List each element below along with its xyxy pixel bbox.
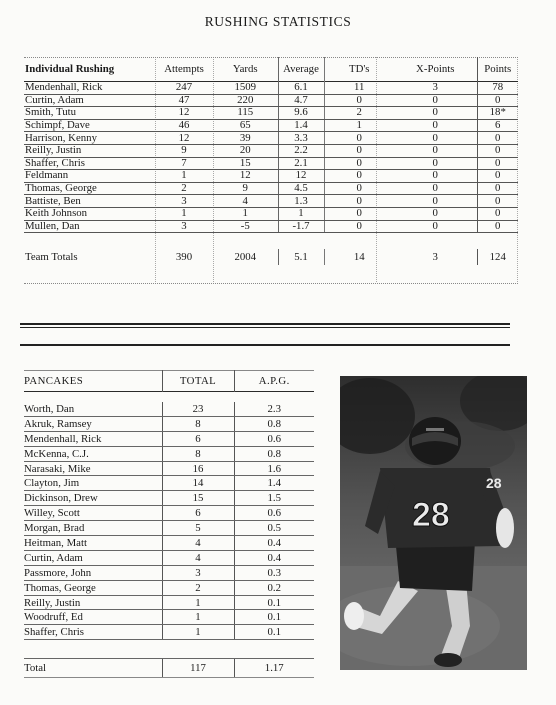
football-player-photo bbox=[340, 376, 527, 670]
table-cell: 12 bbox=[155, 107, 213, 120]
player-name-cell: Smith, Tutu bbox=[24, 107, 155, 120]
player-name-cell: Mendenhall, Rick bbox=[24, 431, 162, 446]
table-cell: 0.4 bbox=[234, 536, 314, 551]
pancakes-header-apg: A.P.G. bbox=[234, 370, 314, 392]
rushing-header-yards: Yards bbox=[232, 63, 258, 75]
player-name-cell: Shaffer, Chris bbox=[24, 625, 162, 640]
player-name-cell: Thomas, George bbox=[24, 182, 155, 195]
table-cell: 5 bbox=[162, 521, 234, 536]
table-cell: 0 bbox=[477, 157, 518, 170]
table-row bbox=[24, 207, 518, 220]
table-cell: 0 bbox=[324, 132, 394, 145]
player-name-cell: Clayton, Jim bbox=[24, 476, 162, 491]
table-cell: 0.2 bbox=[234, 580, 314, 595]
player-name-cell: Akruk, Ramsey bbox=[24, 416, 162, 431]
table-cell: 16 bbox=[162, 461, 234, 476]
table-cell: 15 bbox=[162, 491, 234, 506]
table-cell: 0.4 bbox=[234, 550, 314, 565]
table-cell: 3 bbox=[432, 250, 438, 263]
table-cell: 1 bbox=[162, 610, 234, 625]
player-name-cell: Heitman, Matt bbox=[24, 536, 162, 551]
table-cell: 0 bbox=[477, 144, 518, 157]
table-cell: 1 bbox=[278, 207, 324, 220]
table-cell: 1.6 bbox=[234, 461, 314, 476]
rushing-header-attempts: Attempts bbox=[164, 63, 204, 75]
table-cell: 0.1 bbox=[234, 625, 314, 640]
table-cell: 78 bbox=[477, 82, 518, 95]
table-cell: 39 bbox=[213, 132, 278, 145]
table-cell: 0 bbox=[394, 107, 477, 120]
table-cell: 0 bbox=[477, 195, 518, 208]
player-name-cell: Narasaki, Mike bbox=[24, 461, 162, 476]
table-cell: 65 bbox=[213, 119, 278, 132]
player-name-cell: Feldmann bbox=[24, 170, 155, 183]
table-cell: 4 bbox=[162, 536, 234, 551]
player-name-cell: Passmore, John bbox=[24, 565, 162, 580]
player-name-cell: Willey, Scott bbox=[24, 506, 162, 521]
table-row bbox=[24, 94, 518, 107]
player-name-cell: Keith Johnson bbox=[24, 207, 155, 220]
page-title: RUSHING STATISTICS bbox=[204, 14, 352, 29]
table-row bbox=[24, 144, 518, 157]
table-cell: 46 bbox=[155, 119, 213, 132]
table-cell: 1.4 bbox=[278, 119, 324, 132]
table-cell: 1 bbox=[213, 207, 278, 220]
table-cell: 3 bbox=[155, 195, 213, 208]
player-name-cell: McKenna, C.J. bbox=[24, 446, 162, 461]
separator-rule bbox=[20, 344, 510, 346]
table-row bbox=[24, 550, 314, 565]
table-cell: 6 bbox=[477, 119, 518, 132]
table-cell: 0 bbox=[394, 220, 477, 233]
player-name-cell: Battiste, Ben bbox=[24, 195, 155, 208]
table-cell: 14 bbox=[162, 476, 234, 491]
table-row bbox=[24, 182, 518, 195]
table-cell: 1509 bbox=[213, 82, 278, 95]
table-cell: 2 bbox=[162, 580, 234, 595]
table-row bbox=[24, 220, 518, 233]
table-cell: 2004 bbox=[234, 250, 257, 263]
table-cell: 3 bbox=[162, 565, 234, 580]
table-row bbox=[24, 132, 518, 145]
sleeve-number: 28 bbox=[486, 475, 502, 491]
player-name-cell: Reilly, Justin bbox=[24, 595, 162, 610]
table-row bbox=[24, 580, 314, 595]
table-row bbox=[24, 402, 314, 416]
table-cell: 15 bbox=[213, 157, 278, 170]
table-cell: 0 bbox=[394, 195, 477, 208]
table-cell: 14 bbox=[324, 249, 394, 265]
table-row bbox=[24, 491, 314, 506]
table-cell: 0 bbox=[324, 157, 394, 170]
player-name-cell: Dickinson, Drew bbox=[24, 491, 162, 506]
table-cell: 0 bbox=[324, 182, 394, 195]
table-cell: 1 bbox=[162, 625, 234, 640]
table-cell: 47 bbox=[155, 94, 213, 107]
table-cell: 0 bbox=[394, 144, 477, 157]
table-cell: 9 bbox=[155, 144, 213, 157]
table-row bbox=[24, 119, 518, 132]
table-cell: 0.5 bbox=[234, 521, 314, 536]
player-name-cell: Mendenhall, Rick bbox=[24, 82, 155, 95]
pancakes-table bbox=[24, 370, 314, 677]
rushing-totals-row bbox=[24, 249, 518, 265]
table-cell: 0 bbox=[394, 94, 477, 107]
table-cell: 0 bbox=[324, 207, 394, 220]
table-cell: 0.3 bbox=[234, 565, 314, 580]
table-cell: 0 bbox=[324, 220, 394, 233]
table-cell: 0 bbox=[477, 170, 518, 183]
table-cell: -1.7 bbox=[278, 220, 324, 233]
table-row bbox=[24, 170, 518, 183]
player-name-cell: Mullen, Dan bbox=[24, 220, 155, 233]
rushing-header-xpoints: X-Points bbox=[416, 63, 455, 75]
table-cell: 9.6 bbox=[278, 107, 324, 120]
table-cell: 0 bbox=[394, 119, 477, 132]
table-cell: 0.1 bbox=[234, 610, 314, 625]
table-cell: 11 bbox=[324, 82, 394, 95]
separator-rule bbox=[20, 323, 510, 325]
player-name-cell: Morgan, Brad bbox=[24, 521, 162, 536]
table-cell: 7 bbox=[155, 157, 213, 170]
table-cell: 247 bbox=[155, 82, 213, 95]
table-cell: 1 bbox=[155, 207, 213, 220]
table-row bbox=[24, 536, 314, 551]
table-cell: 4 bbox=[162, 550, 234, 565]
separator-rule bbox=[20, 327, 510, 328]
player-name-cell: Curtin, Adam bbox=[24, 94, 155, 107]
table-row bbox=[24, 446, 314, 461]
table-cell: 0.6 bbox=[234, 506, 314, 521]
table-row bbox=[24, 461, 314, 476]
table-cell: 0 bbox=[477, 94, 518, 107]
table-cell: 0 bbox=[477, 182, 518, 195]
table-cell: 117 bbox=[162, 659, 234, 678]
player-name-cell: Shaffer, Chris bbox=[24, 157, 155, 170]
table-cell: 124 bbox=[477, 249, 518, 265]
table-cell: 5.1 bbox=[278, 249, 324, 265]
table-cell: 3.3 bbox=[278, 132, 324, 145]
table-cell: 18* bbox=[477, 107, 518, 120]
table-cell: 0 bbox=[477, 220, 518, 233]
player-name-cell: Worth, Dan bbox=[24, 402, 162, 416]
table-row bbox=[24, 625, 314, 640]
player-name-cell: Curtin, Adam bbox=[24, 550, 162, 565]
table-cell: 6 bbox=[162, 431, 234, 446]
table-row bbox=[24, 416, 314, 431]
player-name-cell: Schimpf, Dave bbox=[24, 119, 155, 132]
table-cell: 0 bbox=[394, 207, 477, 220]
table-row bbox=[24, 195, 518, 208]
table-cell: 4 bbox=[213, 195, 278, 208]
table-row bbox=[24, 476, 314, 491]
table-row bbox=[24, 521, 314, 536]
table-cell: 0.6 bbox=[234, 431, 314, 446]
table-cell: 3 bbox=[155, 220, 213, 233]
table-cell: Team Totals bbox=[25, 250, 78, 263]
table-cell: 0 bbox=[394, 157, 477, 170]
table-row bbox=[24, 82, 518, 95]
table-cell: 23 bbox=[162, 402, 234, 416]
rushing-header-tds: TD's bbox=[324, 57, 394, 82]
table-cell: 0 bbox=[324, 94, 394, 107]
rushing-header-average: Average bbox=[278, 57, 324, 82]
table-cell: 1.17 bbox=[234, 659, 314, 678]
table-cell: 9 bbox=[213, 182, 278, 195]
table-cell: Total bbox=[24, 659, 162, 678]
rushing-table bbox=[24, 57, 518, 265]
pancakes-header-total: TOTAL bbox=[162, 370, 234, 392]
player-name-cell: Woodruff, Ed bbox=[24, 610, 162, 625]
player-name-cell: Thomas, George bbox=[24, 580, 162, 595]
table-cell: 12 bbox=[155, 132, 213, 145]
table-cell: 0 bbox=[477, 132, 518, 145]
pancakes-totals-row bbox=[24, 659, 314, 678]
table-cell: 20 bbox=[213, 144, 278, 157]
jersey-number: 28 bbox=[412, 496, 450, 534]
table-cell: 1 bbox=[324, 119, 394, 132]
table-cell: 220 bbox=[213, 94, 278, 107]
rushing-header-points: Points bbox=[477, 57, 518, 82]
table-row bbox=[24, 107, 518, 120]
table-cell: 12 bbox=[213, 170, 278, 183]
table-cell: 8 bbox=[162, 446, 234, 461]
table-cell: 12 bbox=[278, 170, 324, 183]
table-row bbox=[24, 610, 314, 625]
player-image bbox=[340, 376, 527, 670]
player-name-cell: Reilly, Justin bbox=[24, 144, 155, 157]
table-cell: 2 bbox=[324, 107, 394, 120]
table-cell: 115 bbox=[213, 107, 278, 120]
table-cell: 0.8 bbox=[234, 416, 314, 431]
table-cell: 3 bbox=[394, 82, 477, 95]
table-cell: 0 bbox=[324, 195, 394, 208]
table-cell: 1.3 bbox=[278, 195, 324, 208]
table-cell: 1.5 bbox=[234, 491, 314, 506]
table-cell: 4.5 bbox=[278, 182, 324, 195]
player-name-cell: Harrison, Kenny bbox=[24, 132, 155, 145]
table-cell: 2.1 bbox=[278, 157, 324, 170]
table-cell: 8 bbox=[162, 416, 234, 431]
table-cell: 0 bbox=[394, 182, 477, 195]
table-cell: 6 bbox=[162, 506, 234, 521]
table-cell: 390 bbox=[175, 250, 193, 263]
pancakes-header-name: PANCAKES bbox=[24, 374, 84, 387]
table-cell: 0.1 bbox=[234, 595, 314, 610]
table-row bbox=[24, 565, 314, 580]
table-cell: -5 bbox=[213, 220, 278, 233]
table-cell: 1 bbox=[155, 170, 213, 183]
table-cell: 2 bbox=[155, 182, 213, 195]
rushing-header-row bbox=[24, 57, 518, 82]
pancakes-header-row bbox=[24, 370, 314, 392]
table-cell: 2.2 bbox=[278, 144, 324, 157]
table-cell: 1 bbox=[162, 595, 234, 610]
table-row bbox=[24, 506, 314, 521]
table-cell: 0 bbox=[324, 144, 394, 157]
table-cell: 0 bbox=[394, 170, 477, 183]
table-cell: 0.8 bbox=[234, 446, 314, 461]
table-cell: 0 bbox=[324, 170, 394, 183]
table-cell: 6.1 bbox=[278, 82, 324, 95]
table-row bbox=[24, 595, 314, 610]
table-cell: 4.7 bbox=[278, 94, 324, 107]
rushing-header-individual: Individual Rushing bbox=[25, 63, 115, 75]
table-cell: 1.4 bbox=[234, 476, 314, 491]
table-cell: 0 bbox=[477, 207, 518, 220]
table-cell: 0 bbox=[394, 132, 477, 145]
table-cell: 2.3 bbox=[234, 402, 314, 416]
table-row bbox=[24, 157, 518, 170]
table-row bbox=[24, 431, 314, 446]
